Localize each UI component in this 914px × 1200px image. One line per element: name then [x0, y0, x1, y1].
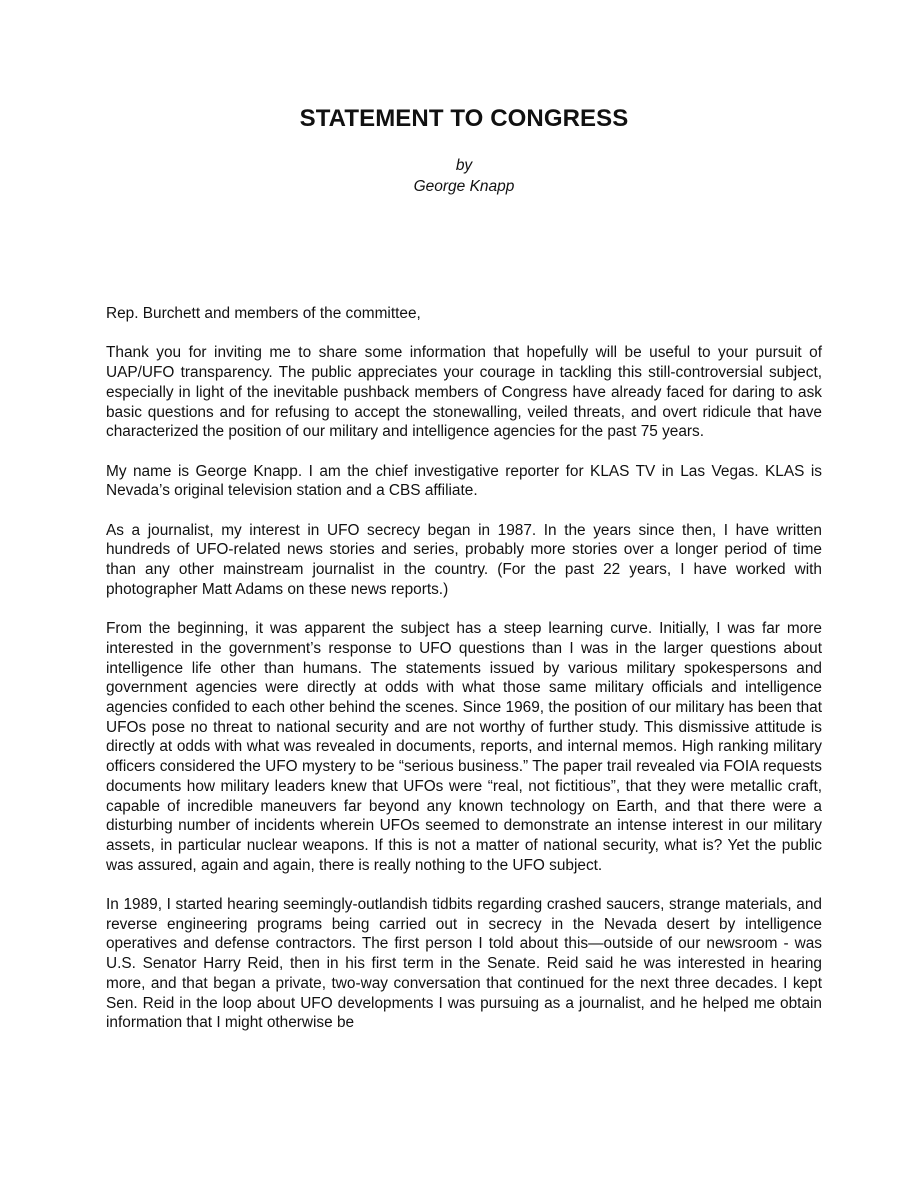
salutation: Rep. Burchett and members of the committee,	[106, 305, 421, 322]
document-page	[106, 0, 822, 1200]
paragraph-learning-curve: From the beginning, it was apparent the subject has a steep learning curve. Initially, I was far more interested in the government’s response to UFO questions than I was in the larger questions about intelligence life other than humans. The statements issued by various military spokespersons and government agencies were directly at odds with what those same military officials and intelligence agencies confided to each other behind the scenes. Since 1969, the position of our military has been that UFOs pose no threat to national security and are not worthy of further study. This dismissive attitude is directly at odds with what was revealed in documents, reports, and internal memos. High ranking military officers considered the UFO mystery to be “serious business.” The paper trail revealed via FOIA requests documents how military leaders knew that UFOs were “real, not fictitious”, that they were metallic craft, capable of incredible maneuvers far beyond any known technology on Earth, and that there were a disturbing number of incidents wherein UFOs seemed to demonstrate an intense interest in our military assets, in particular nuclear weapons. If this is not a matter of national security, what is? Yet the public was assured, again and again, there is really nothing to the UFO subject.	[106, 620, 822, 874]
statement-body	[106, 304, 822, 1053]
paragraph-introduction: My name is George Knapp. I am the chief investigative reporter for KLAS TV in Las Vegas. KLAS is Nevada’s original television station and a CBS affiliate.	[106, 462, 822, 500]
paragraph-background: As a journalist, my interest in UFO secrecy began in 1987. In the years since then, I have written hundreds of UFO-related news stories and series, probably more stories over a longer period of time than any other mainstream journalist in the country. (For the past 22 years, I have worked with photographer Matt Adams on these news reports.)	[106, 521, 822, 598]
author-name: George Knapp	[413, 178, 515, 195]
paragraph-1989: In 1989, I started hearing seemingly-outlandish tidbits regarding crashed saucers, strange materials, and reverse engineering programs being carried out in secrecy in the Nevada desert by intelligence operatives and defense contractors. The first person I told about this—outside of our newsroom - was U.S. Senator Harry Reid, then in his first term in the Senate. Reid said he was interested in hearing more, and that began a private, two-way conversation that continued for the next three decades. I kept Sen. Reid in the loop about UFO developments I was pursuing as a journalist, and he helped me obtain information that I might otherwise be	[106, 896, 822, 1032]
page-title: STATEMENT TO CONGRESS	[299, 105, 629, 132]
byline-prefix: by	[455, 157, 473, 174]
byline	[106, 155, 822, 197]
paragraph-thanks: Thank you for inviting me to share some information that hopefully will be useful to your pursuit of UAP/UFO transparency. The public appreciates your courage in tackling this still-controversial subject, especially in light of the inevitable pushback members of Congress have already faced for daring to ask basic questions and for refusing to accept the stonewalling, veiled threats, and overt ridicule that have characterized the position of our military and intelligence agencies for the past 75 years.	[106, 344, 822, 441]
